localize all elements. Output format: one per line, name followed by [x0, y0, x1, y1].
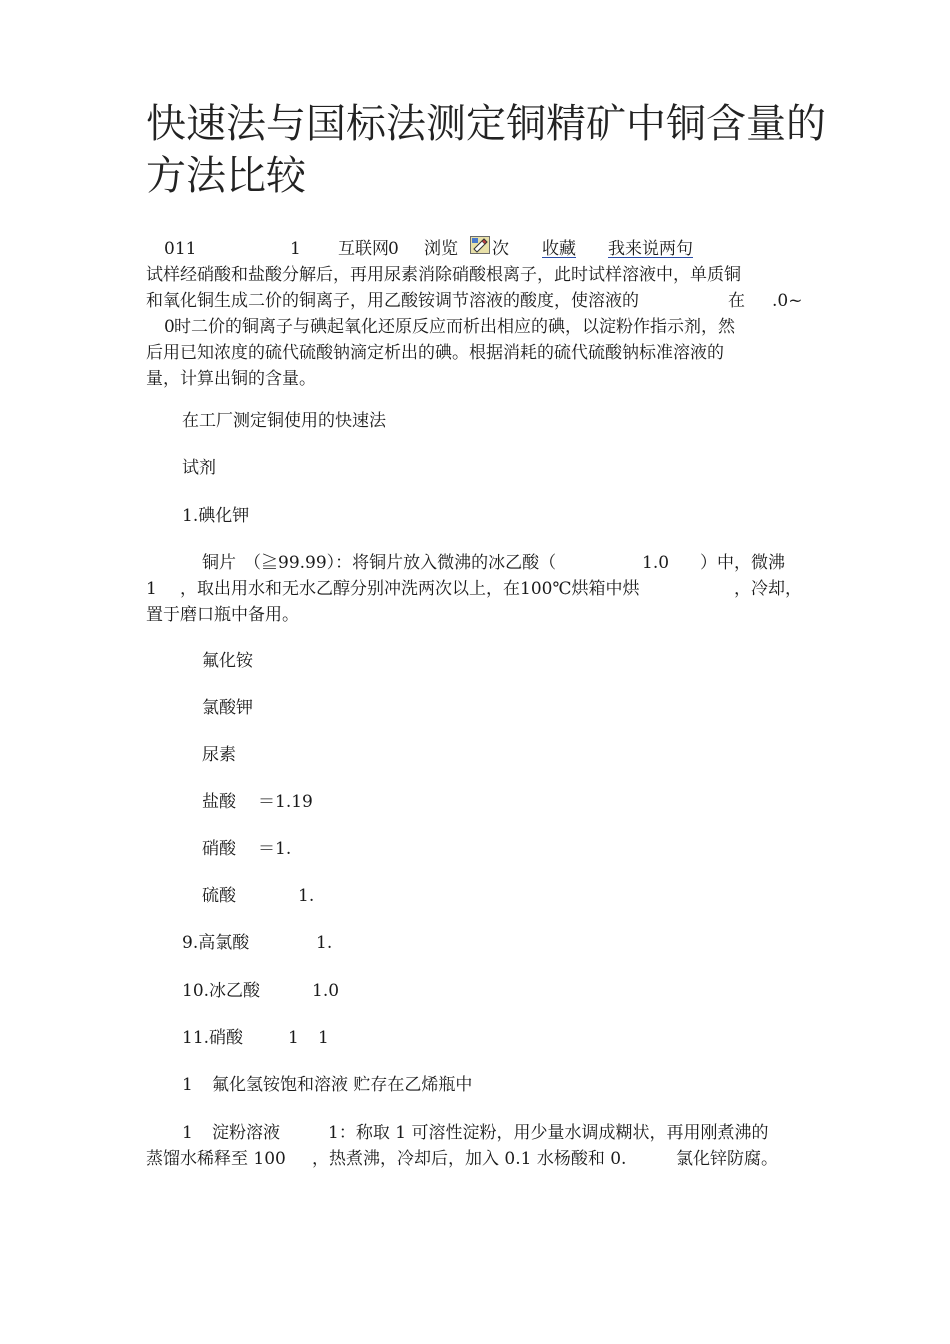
reagent-3: 氯酸钾	[202, 698, 253, 718]
favorite-link[interactable]: 收藏	[542, 239, 576, 259]
copper-num: 1	[146, 579, 157, 599]
edit-icon[interactable]	[470, 236, 490, 254]
reagent-13-line2-c: 氯化锌防腐。	[676, 1149, 778, 1169]
reagent-10-name: 10.冰乙酸	[182, 981, 261, 1001]
reagent-7-name: 硫酸	[202, 886, 236, 906]
reagent-9-value: 1.	[316, 933, 333, 953]
reagent-2: 氟化铵	[202, 651, 253, 671]
intro-line-4: 后用已知浓度的硫代硫酸钠滴定析出的碘。根据消耗的硫代硫酸钠标准溶液的	[146, 343, 724, 363]
section-heading: 在工厂测定铜使用的快速法	[182, 411, 386, 431]
reagent-13-text: 1：称取 1 可溶性淀粉，用少量水调成糊状，再用刚煮沸的	[328, 1123, 769, 1143]
copper-rest3: ，冷却，	[734, 579, 802, 599]
reagent-11-name: 11.硝酸	[182, 1028, 244, 1048]
intro-line-2: 和氧化铜生成二价的铜离子，用乙酸铵调节溶液的酸度，使溶液的	[146, 291, 639, 311]
copper-rest1: ）中，微沸	[700, 553, 785, 573]
comment-link[interactable]: 我来说两句	[608, 239, 693, 259]
intro-line-2-c: .0~	[772, 291, 803, 311]
reagent-5-name: 盐酸	[202, 792, 236, 812]
reagent-5-value: ＝1.19	[258, 792, 313, 812]
meta-views-label: 浏览	[424, 239, 458, 259]
intro-line-3-a: 0	[164, 317, 175, 337]
reagent-10-value: 1.0	[312, 981, 340, 1001]
reagent-9-name: 9.高氯酸	[182, 933, 250, 953]
reagent-13-line2-a: 蒸馏水稀释至 100	[146, 1149, 286, 1169]
meta-date: 011	[164, 239, 197, 259]
reagent-6-value: ＝1.	[258, 839, 292, 859]
intro-line-2-b: 在	[728, 291, 745, 311]
copper-line3: 置于磨口瓶中备用。	[146, 605, 299, 625]
meta-times-label: 次	[492, 239, 509, 259]
reagent-11-value-a: 1	[288, 1028, 299, 1048]
intro-line-3: 时二价的铜离子与碘起氧化还原反应而析出相应的碘，以淀粉作指示剂，然	[174, 317, 735, 337]
reagent-item-1: 1.碘化钾	[182, 506, 250, 526]
reagent-11-value-b: 1	[318, 1028, 329, 1048]
reagent-12-text: 氟化氢铵饱和溶液 贮存在乙烯瓶中	[212, 1075, 473, 1095]
reagent-13-name: 淀粉溶液	[212, 1123, 280, 1143]
meta-number: 1	[290, 239, 301, 259]
meta-source: 互联网	[338, 239, 389, 259]
meta-zero: 0	[388, 239, 399, 259]
reagent-13-num: 1	[182, 1123, 193, 1143]
copper-purity: （≧99.99）：将铜片放入微沸的冰乙酸（	[244, 553, 557, 573]
copper-conc: 1.0	[642, 553, 670, 573]
copper-rest2: ，取出用水和无水乙醇分别冲洗两次以上，在100℃烘箱中烘	[180, 579, 640, 599]
reagents-heading: 试剂	[182, 458, 216, 478]
reagent-13-line2-b: ，热煮沸，冷却后，加入 0.1 水杨酸和 0.	[312, 1149, 627, 1169]
reagent-4: 尿素	[202, 745, 236, 765]
intro-line-5: 量，计算出铜的含量。	[146, 369, 316, 389]
page-title: 快速法与国标法测定铜精矿中铜含量的方法比较	[146, 101, 826, 199]
reagent-7-value: 1.	[298, 886, 315, 906]
reagent-12-num: 1	[182, 1075, 193, 1095]
reagent-6-name: 硝酸	[202, 839, 236, 859]
intro-line-1: 试样经硝酸和盐酸分解后，再用尿素消除硝酸根离子，此时试样溶液中，单质铜	[146, 265, 741, 285]
copper-label: 铜片	[202, 553, 236, 573]
